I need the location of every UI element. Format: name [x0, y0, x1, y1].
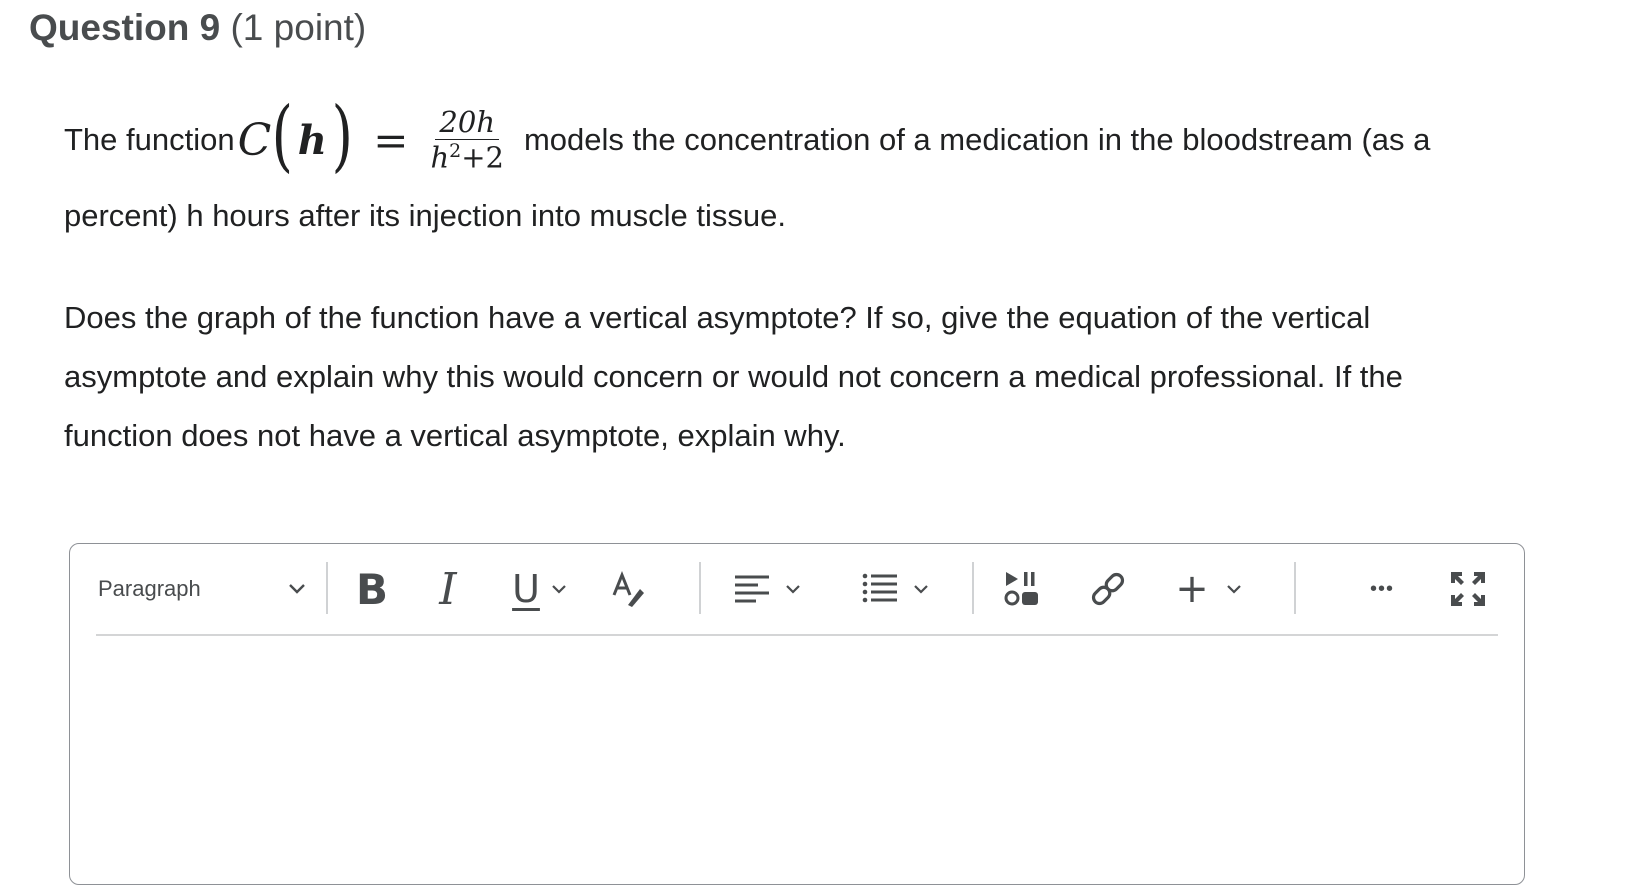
chevron-down-icon [782, 578, 804, 600]
chevron-down-icon [1223, 578, 1245, 600]
formula-close-paren: ) [331, 91, 353, 181]
block-format-dropdown[interactable] [98, 566, 308, 612]
fraction-numerator: 20h [435, 107, 499, 140]
formula-open-paren: ( [271, 91, 294, 181]
prompt-line-2: asymptote and explain why this would concern or would not concern a medical professional. If the [64, 359, 1403, 394]
question-intro-line2: percent) h hours after its injection into muscle tissue. [64, 198, 786, 233]
function-formula [235, 91, 524, 181]
bold-button[interactable] [344, 562, 400, 616]
underline-button[interactable] [500, 562, 582, 616]
more-actions-button[interactable] [1352, 562, 1412, 616]
fullscreen-icon [1448, 569, 1488, 609]
block-format-label: Paragraph [98, 576, 201, 601]
question-title [29, 4, 366, 52]
link-icon [1088, 569, 1128, 609]
bulleted-list-icon [860, 570, 900, 608]
question-number: Question 9 [29, 7, 221, 48]
plus-icon: + [1175, 566, 1209, 612]
toolbar-divider [699, 562, 701, 614]
italic-icon: I [439, 563, 457, 615]
media-icon [1002, 569, 1042, 609]
insert-link-button[interactable] [1078, 562, 1138, 616]
bold-icon: B [355, 564, 388, 614]
question-points: (1 point) [230, 7, 367, 48]
chevron-down-icon [548, 578, 570, 600]
fullscreen-button[interactable] [1438, 562, 1498, 616]
align-dropdown[interactable] [718, 562, 818, 616]
underline-icon: U [512, 567, 540, 611]
align-left-icon [732, 571, 772, 607]
italic-button[interactable] [420, 562, 476, 616]
answer-editor [69, 543, 1525, 885]
chevron-down-icon [910, 578, 932, 600]
intro-prefix: The function [64, 122, 235, 157]
question-intro-line1 [64, 88, 1430, 192]
list-dropdown[interactable] [846, 562, 946, 616]
answer-text-area[interactable] [70, 636, 1524, 884]
formula-fraction [430, 104, 504, 175]
toolbar-divider [972, 562, 974, 614]
prompt-line-3: function does not have a vertical asymptote, explain why. [64, 418, 846, 453]
chevron-down-icon [286, 578, 308, 600]
formula-variable: h [297, 116, 327, 164]
insert-dropdown[interactable] [1160, 562, 1260, 616]
toolbar-divider [326, 562, 328, 614]
toolbar-divider [1294, 562, 1296, 614]
formula-function-name: C [237, 114, 272, 166]
intro-suffix: models the concentration of a medication in the bloodstream (as a [523, 122, 1431, 157]
more-icon: ••• [1369, 577, 1394, 600]
text-color-icon [608, 569, 648, 609]
editor-toolbar [70, 544, 1524, 634]
insert-media-button[interactable] [992, 562, 1052, 616]
prompt-line-1: Does the graph of the function have a vertical asymptote? If so, give the equation of the vertical [64, 300, 1371, 335]
fraction-denominator: $h^2+2$ [430, 140, 504, 175]
formula-equals: = [373, 115, 409, 165]
text-color-button[interactable] [600, 562, 656, 616]
